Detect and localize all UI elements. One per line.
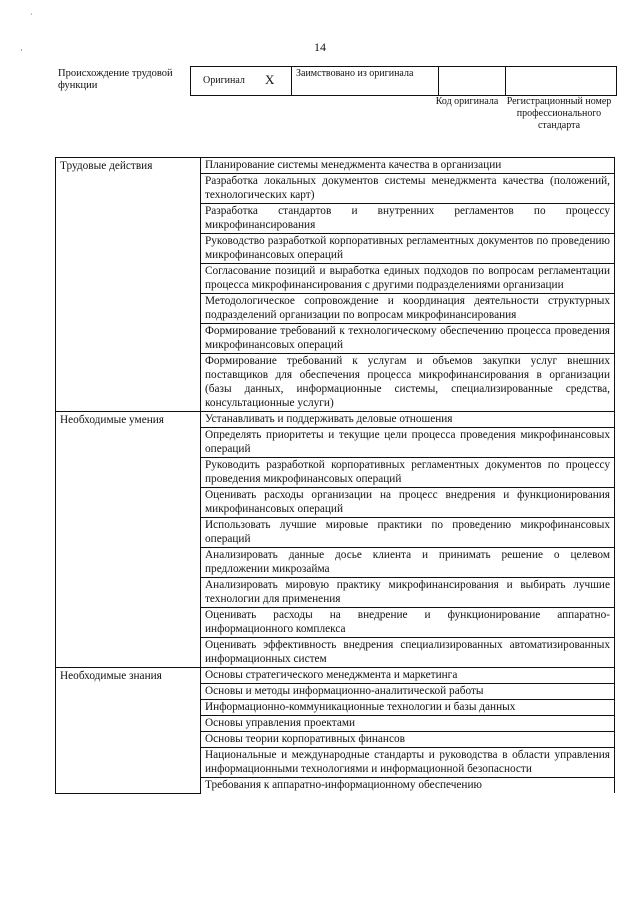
section-item: Согласование позиций и выработка единых подходов по вопросам регламентации процесса микрофинансирования с другими подразделениями организации bbox=[201, 264, 615, 294]
section-item: Основы и методы информационно-аналитической работы bbox=[201, 684, 615, 700]
origin-label: Происхождение трудовой функции bbox=[58, 68, 173, 91]
labor-function-table bbox=[55, 157, 615, 794]
section-item: Основы управления проектами bbox=[201, 716, 615, 732]
section-item: Формирование требований к услугам и объемов закупки услуг внешних поставщиков для обеспечения процесса микрофинансирования в организации (базы данных, информационные системы, специализированные средства, консультационные услуги) bbox=[201, 354, 615, 412]
code-original-label: Код оригинала bbox=[435, 96, 499, 107]
origin-table bbox=[190, 66, 617, 96]
section-item: Национальные и международные стандарты и руководства в области управления информационными технологиями и информационной безопасности bbox=[201, 748, 615, 778]
section-item: Анализировать мировую практику микрофинансирования и выбирать лучшие технологии для применения bbox=[201, 578, 615, 608]
section-item: Формирование требований к технологическому обеспечению процесса проведения микрофинансовых операций bbox=[201, 324, 615, 354]
original-label: Оригинал bbox=[203, 75, 245, 86]
section-item: Устанавливать и поддерживать деловые отношения bbox=[201, 412, 615, 428]
scan-mark: · bbox=[20, 46, 23, 55]
section-item: Определять приоритеты и текущие цели процесса проведения микрофинансовых операций bbox=[201, 428, 615, 458]
section-item: Руководить разработкой корпоративных регламентных документов по процессу проведения микрофинансовых операций bbox=[201, 458, 615, 488]
reg-number-label: Регистрационный номер профессионального стандарта bbox=[506, 96, 612, 131]
section-item: Разработка локальных документов системы менеджмента качества (положений, технологических карт) bbox=[201, 174, 615, 204]
section-item: Оценивать эффективность внедрения специализированных автоматизированных информационных систем bbox=[201, 638, 615, 668]
original-cell bbox=[191, 67, 292, 96]
section-title: Необходимые умения bbox=[56, 412, 201, 668]
table-row bbox=[56, 412, 615, 428]
section-item: Использовать лучшие мировые практики по проведению микрофинансовых операций bbox=[201, 518, 615, 548]
section-item: Основы теории корпоративных финансов bbox=[201, 732, 615, 748]
section-item: Оценивать расходы организации на процесс внедрения и функционирования микрофинансовых операций bbox=[201, 488, 615, 518]
section-item: Информационно-коммуникационные технологии и базы данных bbox=[201, 700, 615, 716]
section-item: Оценивать расходы на внедрение и функционирование аппаратно-информационного комплекса bbox=[201, 608, 615, 638]
section-item: Требования к аппаратно-информационному обеспечению bbox=[201, 778, 615, 794]
borrowed-cell: Заимствовано из оригинала bbox=[292, 67, 439, 96]
page-number: 14 bbox=[314, 40, 326, 54]
table-row bbox=[56, 668, 615, 684]
section-title: Трудовые действия bbox=[56, 158, 201, 412]
section-item: Основы стратегического менеджмента и маркетинга bbox=[201, 668, 615, 684]
original-mark: X bbox=[265, 72, 275, 87]
section-item: Планирование системы менеджмента качества в организации bbox=[201, 158, 615, 174]
section-item: Методологическое сопровождение и координация деятельности структурных подразделений организации по вопросам микрофинансирования bbox=[201, 294, 615, 324]
table-row bbox=[56, 158, 615, 174]
section-title: Необходимые знания bbox=[56, 668, 201, 794]
section-item: Анализировать данные досье клиента и принимать решение о целевом предложении микрозайма bbox=[201, 548, 615, 578]
reg-number-cell bbox=[506, 67, 617, 96]
section-item: Руководство разработкой корпоративных регламентных документов по проведению микрофинансовых операций bbox=[201, 234, 615, 264]
code-cell bbox=[439, 67, 506, 96]
section-item: Разработка стандартов и внутренних регламентов по процессу микрофинансирования bbox=[201, 204, 615, 234]
scan-mark: ˙ bbox=[30, 12, 33, 21]
